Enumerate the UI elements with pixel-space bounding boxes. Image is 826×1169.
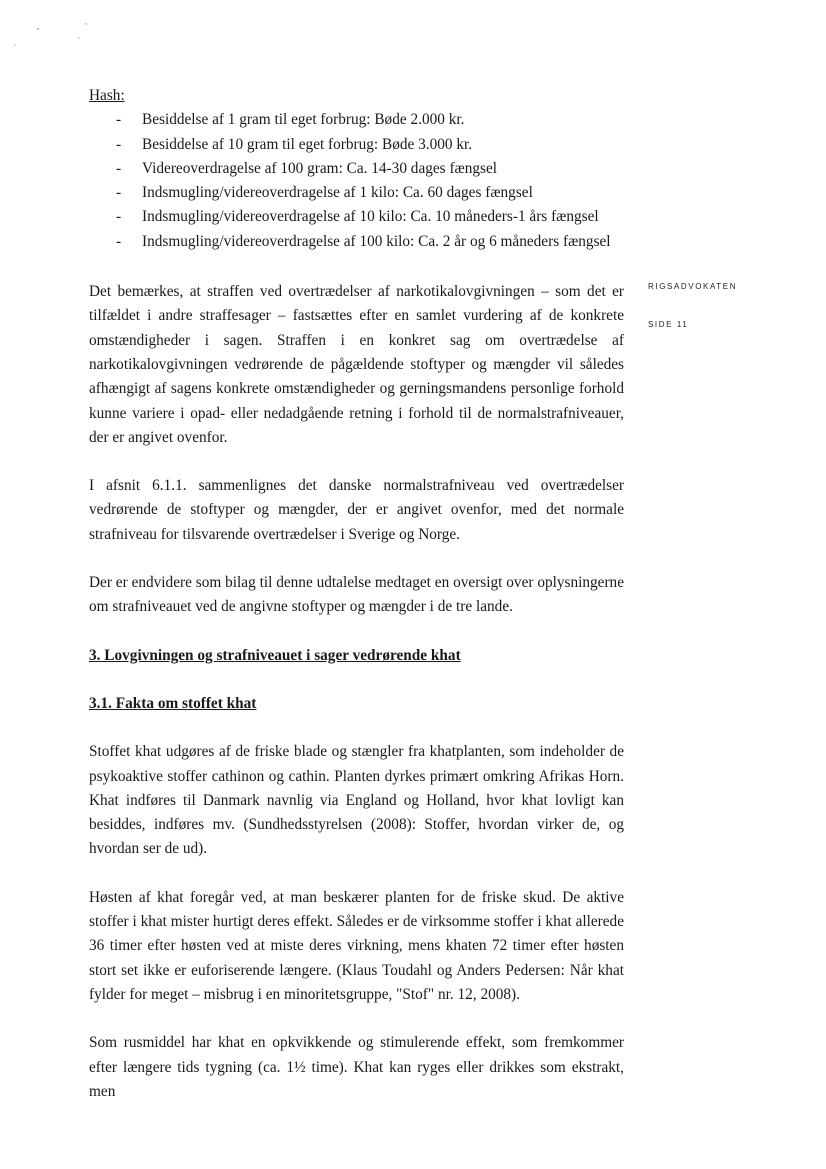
section-heading-3-1: 3.1. Fakta om stoffet khat	[89, 694, 257, 712]
hash-list	[89, 108, 624, 254]
paragraph-comparison: I afsnit 6.1.1. sammenlignes det danske normalstrafniveau ved overtrædelser vedrørende de stoftyper og mængder, der er angivet ovenfor, med det normale strafniveau for tilsvarende overtrædelser i Sverige og Norge.	[89, 477, 624, 543]
dash-bullet: -	[116, 208, 122, 226]
scan-specks	[0, 0, 120, 60]
list-item: - Besiddelse af 1 gram til eget forbrug: Bøde 2.000 kr.	[89, 108, 624, 132]
dash-bullet: -	[116, 135, 122, 153]
side-page-number: SIDE 11	[648, 320, 689, 329]
dash-bullet: -	[116, 184, 122, 202]
dash-bullet: -	[116, 232, 122, 250]
paragraph-khat-effect: Som rusmiddel har khat en opkvikkende og stimulerende effekt, som fremkommer efter længere tids tygning (ca. 1½ time). Khat kan ryges eller drikkes som ekstrakt, men	[89, 1034, 624, 1100]
list-item: - Indsmugling/videreoverdragelse af 10 kilo: Ca. 10 måneders-1 års fængsel	[89, 205, 624, 229]
list-item: - Videreoverdragelse af 100 gram: Ca. 14-30 dages fængsel	[89, 157, 624, 181]
side-organization: RIGSADVOKATEN	[648, 282, 738, 291]
paragraph-khat-facts: Stoffet khat udgøres af de friske blade og stængler fra khatplanten, som indeholder de psykoaktive stoffer cathinon og cathin. Planten dyrkes primært omkring Afrikas Horn. Khat indføres til Danmark navnlig via England og Holland, hvor khat lovligt kan besiddes, indføres mv. (Sundhedsstyrelsen (2008): Stoffer, hvordan virker de, og hvordan ser de ud).	[89, 743, 624, 858]
list-item: - Indsmugling/videreoverdragelse af 1 kilo: Ca. 60 dages fængsel	[89, 181, 624, 205]
main-text	[89, 84, 624, 1104]
dash-bullet: -	[116, 111, 122, 129]
paragraph-khat-harvest: Høsten af khat foregår ved, at man beskærer planten for de friske skud. De aktive stoffer i khat mister hurtigt deres effekt. Således er de virksomme stoffer i khat allerede 36 timer efter høsten ved at miste deres virkning, mens khaten 72 timer efter høsten stort set ikke er euforiserende længere. (Klaus Toudahl og Anders Pedersen: Når khat fylder for meget – misbrug i en minoritetsgruppe, "Stof" nr. 12, 2008).	[89, 888, 624, 1003]
hash-heading: Hash:	[89, 87, 125, 104]
paragraph-sentencing-note: Det bemærkes, at straffen ved overtrædelser af narkotikalovgivningen – som det er tilfældet i andre straffesager – fastsættes efter en samlet vurdering af de konkrete omstændigheder i sagen. Straffen i en konkret sag om overtrædelse af narkotikalovgivningen vedrørende de pågældende stoftyper og mængder vil således afhængigt af sagens konkrete omstændigheder og gerningsmandens personlige forhold kunne variere i opad- eller nedadgående retning i forhold til de normalstrafniveauer, der er angivet ovenfor.	[89, 283, 624, 446]
list-item: - Indsmugling/videreoverdragelse af 100 kilo: Ca. 2 år og 6 måneders fængsel	[89, 230, 624, 254]
paragraph-appendix: Der er endvidere som bilag til denne udtalelse medtaget en oversigt over oplysningerne om strafniveauet ved de angivne stoftyper og mængder i de tre lande.	[89, 574, 624, 616]
list-item: - Besiddelse af 10 gram til eget forbrug: Bøde 3.000 kr.	[89, 133, 624, 157]
dash-bullet: -	[116, 159, 122, 177]
section-heading-3: 3. Lovgivningen og strafniveauet i sager vedrørende khat	[89, 646, 461, 664]
